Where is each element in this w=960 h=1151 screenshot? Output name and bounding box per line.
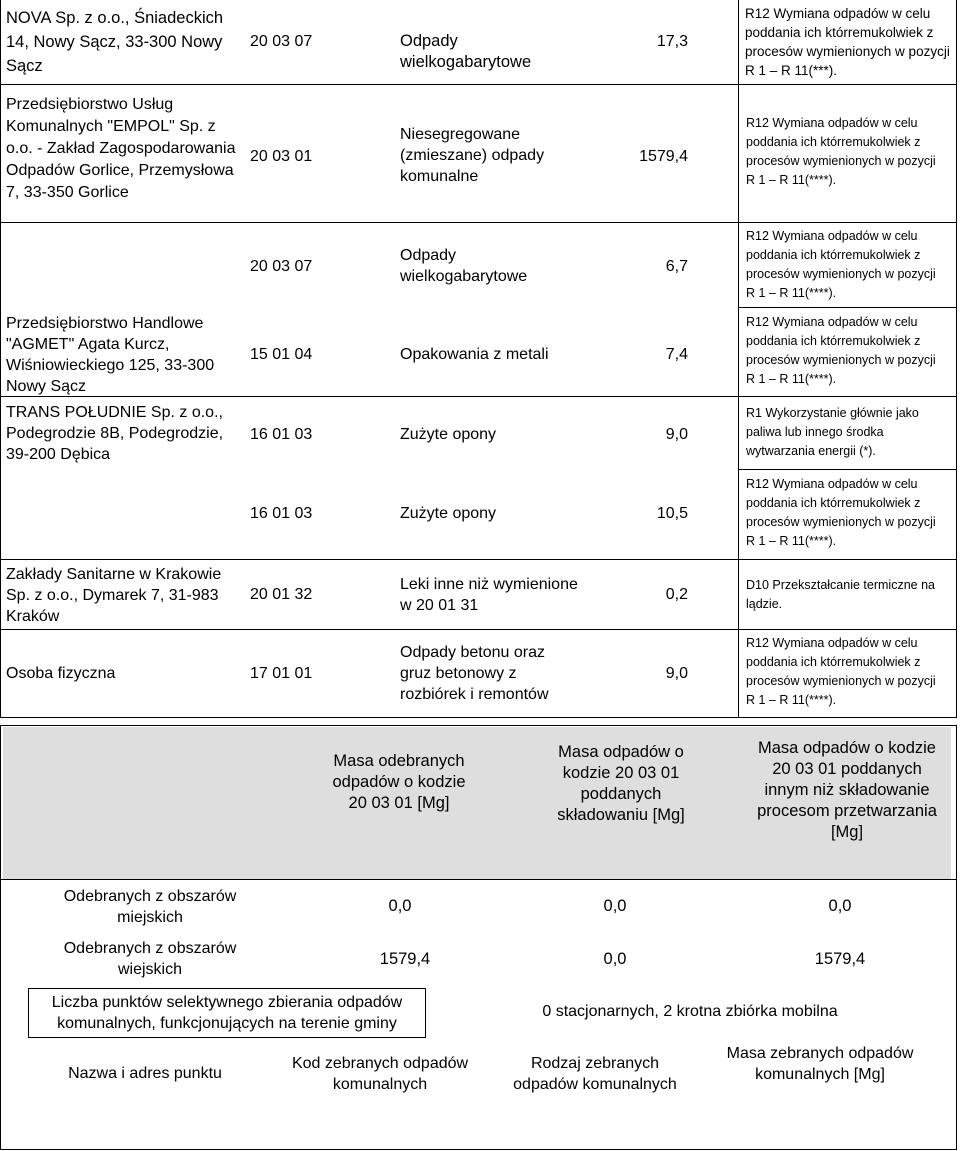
point-header-name: Nazwa i adres punktu (68, 1065, 222, 1082)
company-cell: Osoba fizyczna (6, 665, 116, 682)
grid-line (28, 988, 426, 989)
process-cell: R12 Wymiana odpadów w celu poddania ich którremukolwiek z procesów wymienionych w pozycji R 1 – R 11(****). (746, 116, 936, 187)
grid-line (0, 879, 957, 880)
summary-value: 0,0 (828, 897, 852, 915)
waste-name: Opakowania z metali (400, 346, 549, 363)
grid-line (0, 559, 957, 560)
grid-line (738, 0, 739, 718)
process-cell: R12 Wymiana odpadów w celu poddania ich którremukolwiek z procesów wymienionych w pozycji R 1 – R 11(****). (746, 477, 936, 548)
waste-name: Odpady wielkogabarytowe (400, 247, 528, 285)
points-value: 0 stacjonarnych, 2 krotna zbiórka mobilna (542, 1003, 838, 1020)
company-cell: TRANS POŁUDNIE Sp. z o.o., Podegrodzie 8B, Podegrodzie, 39-200 Dębica (6, 404, 224, 463)
waste-code: 17 01 01 (250, 665, 313, 682)
summary-header-landfilled: Masa odpadów o kodzie 20 03 01 poddanych składowaniu [Mg] (557, 743, 685, 824)
grid-line (738, 469, 957, 470)
grid-line (0, 222, 957, 223)
point-header-code: Kod zebranych odpadów komunalnych (291, 1055, 469, 1093)
company-cell: Przedsiębiorstwo Usług Komunalnych "EMPOL" Sp. z o.o. - Zakład Zagospodarowania Odpadów Gorlice, Przemysłowa 7, 33-350 Gorlice (6, 96, 236, 201)
waste-name: Zużyte opony (400, 505, 497, 522)
waste-name: Odpady wielkogabarytowe (400, 32, 532, 71)
summary-value: 0,0 (603, 897, 627, 915)
process-cell: R12 Wymiana odpadów w celu poddania ich którremukolwiek z procesów wymienionych w pozycji R 1 – R 11(****). (746, 229, 936, 300)
waste-code: 16 01 03 (250, 505, 313, 522)
summary-row-label: Odebranych z obszarów wiejskich (63, 940, 237, 978)
waste-code: 20 03 07 (250, 33, 313, 50)
summary-header-collected: Masa odebranych odpadów o kodzie 20 03 01 [Mg] (332, 752, 466, 812)
grid-line (0, 725, 957, 726)
points-label: Liczba punktów selektywnego zbierania odpadów komunalnych, funkcjonujących na terenie gminy (51, 994, 403, 1032)
summary-row-label: Odebranych z obszarów miejskich (63, 888, 237, 926)
process-cell: R12 Wymiana odpadów w celu poddania ich którremukolwiek z procesów wymienionych w pozycji R 1 – R 11(****). (746, 315, 936, 386)
waste-name: Zużyte opony (400, 426, 497, 443)
waste-name: Leki inne niż wymienione w 20 01 31 (400, 576, 578, 614)
process-cell: R12 Wymiana odpadów w celu poddania ich którremukolwiek z procesów wymienionych w pozycji R 1 – R 11(****). (746, 636, 936, 707)
company-cell: NOVA Sp. z o.o., Śniadeckich 14, Nowy Sącz, 33-300 Nowy Sącz (6, 9, 224, 75)
point-header-type: Rodzaj zebranych odpadów komunalnych (513, 1055, 677, 1093)
waste-code: 20 03 07 (250, 258, 313, 275)
company-cell: Przedsiębiorstwo Handlowe "AGMET" Agata Kurcz, Wiśniowieckiego 125, 33-300 Nowy Sącz (6, 315, 215, 395)
summary-value: 1579,4 (379, 950, 431, 968)
process-cell: R12 Wymiana odpadów w celu poddania ich którremukolwiek z procesów wymienionych w pozycji R 1 – R 11(***). (745, 6, 950, 78)
waste-code: 20 01 32 (250, 586, 313, 603)
grid-line (0, 0, 1, 718)
waste-mass: 10,5 (656, 505, 688, 522)
waste-name: Niesegregowane (zmieszane) odpady komunalne (400, 126, 545, 185)
waste-mass: 7,4 (665, 346, 688, 363)
waste-mass: 1579,4 (639, 148, 688, 165)
grid-line (28, 1037, 426, 1038)
grid-line (0, 84, 957, 85)
process-cell: R1 Wykorzystanie głównie jako paliwa lub innego środka wytwarzania energii (*). (746, 406, 919, 458)
waste-mass: 6,7 (665, 258, 688, 275)
waste-mass: 0,2 (665, 586, 688, 603)
waste-code: 20 03 01 (250, 148, 313, 165)
grid-line (0, 725, 1, 1150)
waste-code: 16 01 03 (250, 426, 313, 443)
point-header-mass: Masa zebranych odpadów komunalnych [Mg] (726, 1045, 914, 1083)
waste-mass: 9,0 (665, 426, 688, 443)
grid-line (956, 0, 957, 718)
company-cell: Zakłady Sanitarne w Krakowie Sp. z o.o., Dymarek 7, 31-983 Kraków (6, 566, 222, 625)
grid-line (425, 988, 426, 1038)
waste-code: 15 01 04 (250, 346, 313, 363)
grid-line (956, 725, 957, 1150)
summary-value: 0,0 (388, 897, 412, 915)
summary-value: 1579,4 (814, 950, 866, 968)
waste-name: Odpady betonu oraz gruz betonowy z rozbiórek i remontów (400, 644, 549, 703)
grid-line (738, 307, 957, 308)
summary-header-processed: Masa odpadów o kodzie 20 03 01 poddanych innym niż składowanie procesom przetwarzania [Mg] (757, 739, 937, 841)
summary-value: 0,0 (603, 950, 627, 968)
grid-line (28, 988, 29, 1038)
grid-line (0, 1149, 957, 1150)
process-cell: D10 Przekształcanie termiczne na lądzie. (746, 578, 935, 611)
waste-mass: 9,0 (665, 665, 688, 682)
grid-line (0, 629, 957, 630)
waste-mass: 17,3 (656, 33, 688, 50)
grid-line (0, 717, 957, 718)
